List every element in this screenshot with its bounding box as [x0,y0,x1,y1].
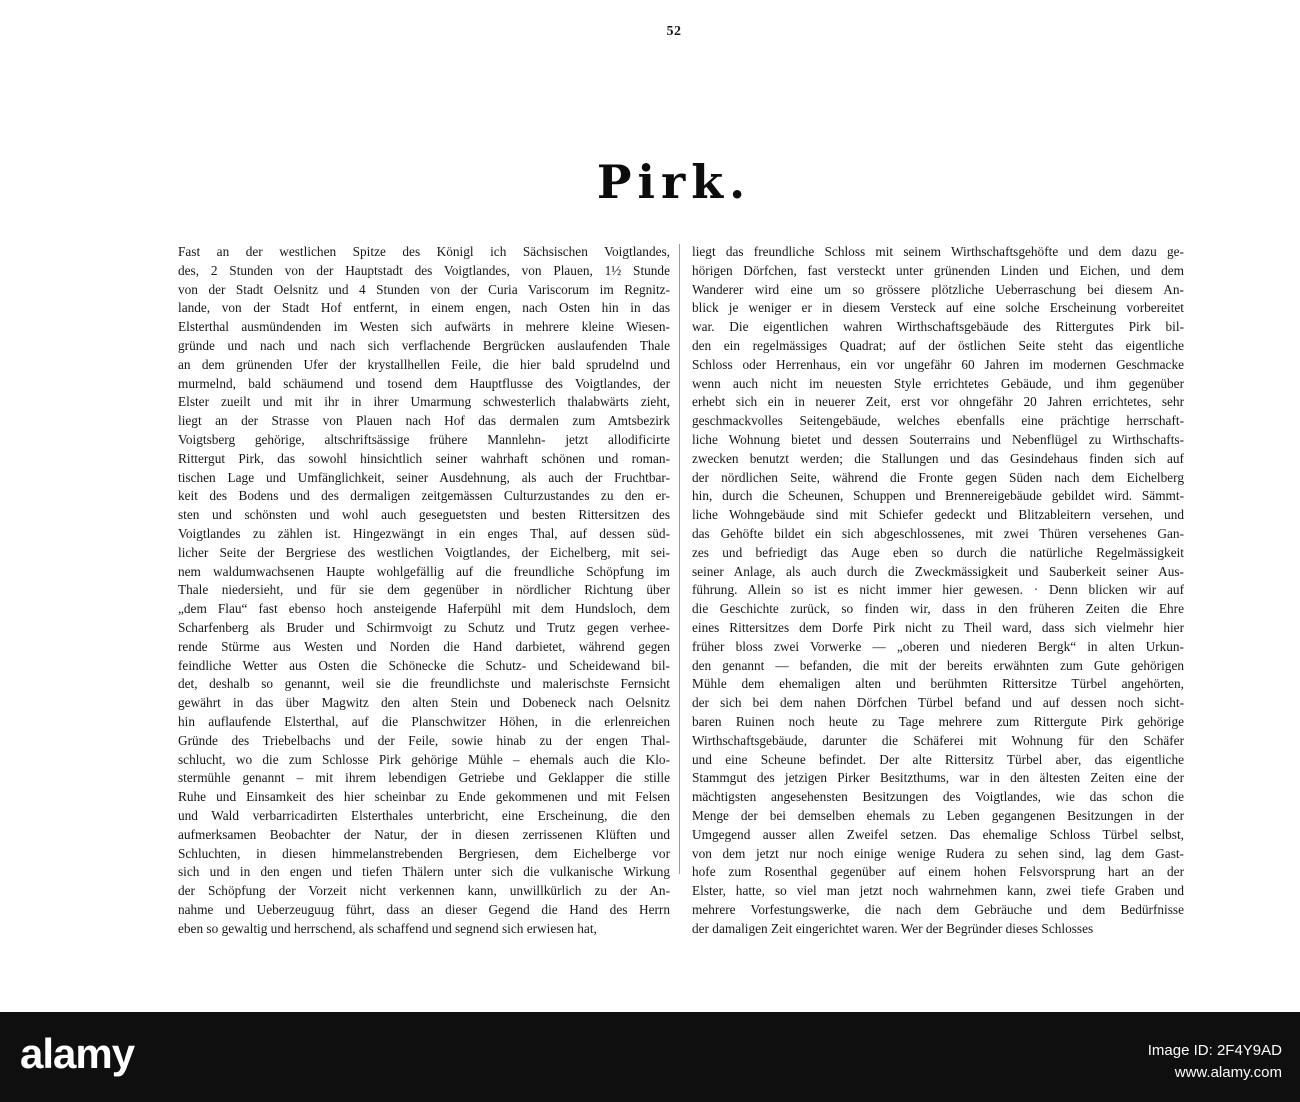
page-title: Pirk. [596,155,752,209]
left-text-column [178,243,670,938]
text-line: blick je weniger er in diesem Versteck auf eine solche Erscheinung vorbereitet [692,300,1184,316]
text-line: Ruhe und Einsamkeit des hier scheinbar zu Ende gekommenen und mit Felsen [178,789,670,805]
page-number: 52 [666,24,682,39]
footer-meta [1148,1040,1282,1084]
text-line: baren Ruinen noch heute zu Tage mehrere zum Rittergute Pirk gehörige [692,713,1184,729]
text-line: rende Stürme aus Westen und Norden die Hand darbietet, während gegen [178,638,670,654]
text-line: wenn auch nicht im neuesten Style errichtetes Gebäude, und ihm gegenüber [692,375,1184,391]
text-line: Scharfenberg als Bruder und Schirmvoigt zu Schutz und Trutz gegen verhee- [178,619,670,635]
text-line: der Schöpfung der Vorzeit nicht verkennen kann, unwillkürlich zu der An- [178,883,670,899]
text-line: des, 2 Stunden von der Hauptstadt des Voigtlandes, von Plauen, 1½ Stunde [178,262,670,278]
text-line: mächtigsten angesehensten Besitzungen des Voigtlandes, wie das schon die [692,789,1184,805]
text-line: der sich bei dem nahen Dörfchen Türbel befand und auf dessen noch sicht- [692,695,1184,711]
text-line: früher bloss zwei Vorwerke — „oberen und niederen Bergk“ in alten Urkun- [692,638,1184,654]
text-line: das Gehöfte bildet ein sich abgeschlossenes, mit zwei Thüren versehenes Gan- [692,525,1184,541]
text-line: aufmerksamen Beobachter der Natur, der in diesen zerrissenen Klüften und [178,826,670,842]
text-line: Wirthschaftsgebäude, darunter die Schäferei mit Wohnung für den Schäfer [692,732,1184,748]
text-line: mehrere Vorfestungswerke, die nach dem Gebräuche und dem Bedürfnisse [692,901,1184,917]
text-line: „dem Flau“ fast ebenso hoch ansteigende Haferpühl mit dem Hundsloch, dem [178,601,670,617]
text-line: liegt an der Strasse von Plauen nach Hof das dermalen zum Amtsbezirk [178,413,670,429]
text-line: zwecken benutzt werden; die Stallungen und das Gesindehaus finden sich auf [692,450,1184,466]
text-line: sich und in den engen und tiefen Thälern unter sich die vulkanische Wirkung [178,864,670,880]
text-line: Schloss oder Herrenhaus, ein vor ungefähr 60 Jahren im modernen Geschmacke [692,356,1184,372]
text-line: nahme und Ueberzeuguug führt, dass an dieser Gegend die Hand des Herrn [178,901,670,917]
text-line: war. Die eigentlichen wahren Wirthschaftsgebäude des Rittergutes Pirk bil- [692,319,1184,335]
text-line: Rittergut Pirk, das sowohl hinsichtlich seiner wahrhaft schönen und roman- [178,450,670,466]
text-line: nem waldumwachsenen Haupte wohlgefällig auf die freundliche Schöpfung im [178,563,670,579]
text-line: Stammgut des jetzigen Pirker Besitzthums, war in den ältesten Zeiten eine der [692,770,1184,786]
text-line: an dem grünenden Ufer der krystallhellen Feile, die hier bald sprudelnd und [178,356,670,372]
text-line: Umgegend ausser allen Zweifel setzen. Das ehemalige Schloss Türbel selbst, [692,826,1184,842]
text-line: hin auflaufende Elsterthal, auf die Planschwitzer Höhen, in die erlenreichen [178,713,670,729]
text-line: den ein regelmässiges Quadrat; auf der östlichen Seite steht das eigentliche [692,337,1184,353]
text-line: Menge der bei demselben ehemals zu Leben gegangenen Besitzungen in der [692,807,1184,823]
text-line: hörigen Dörfchen, fast versteckt unter grünenden Linden und Eichen, und dem [692,262,1184,278]
text-line: licher Seite der Bergriese des westlichen Voigtlandes, der Eichelberg, mit sei- [178,544,670,560]
text-line: Mühle dem ehemaligen alten und berühmten Rittersitze Türbel angehörten, [692,676,1184,692]
text-line: hofe zum Rosenthal gegenüber auf einem hohen Felsvorsprung hart an der [692,864,1184,880]
text-line: murmelnd, bald schäumend und tosend dem Hauptflusse des Voigtlandes, der [178,375,670,391]
alamy-logo: alamy [20,1030,135,1077]
text-line: Fast an der westlichen Spitze des Königl ich Sächsischen Voigtlandes, [178,244,670,259]
right-text-column [692,243,1184,938]
text-line: eines Rittersitzes dem Dorfe Pirk nicht zu Theil ward, dass sich vielmehr hier [692,619,1184,635]
text-line: eben so gewaltig und herrschend, als schaffend und segnend sich erwiesen hat, [178,920,597,936]
image-id-label: Image ID: 2F4Y9AD [1147,1042,1282,1059]
text-line: feindliche Wetter aus Osten die Schönecke die Schutz- und Scheidewand bil- [178,657,670,673]
text-line: der nördlichen Seite, während die Fronte gegen Süden nach dem Eichelberg [692,469,1184,485]
text-line: die Geschichte zurück, so finden wir, dass in den früheren Zeiten die Ehre [692,601,1184,617]
text-line: geschmackvolles Seitengebäude, welches ebenfalls eine prächtige herrschaft- [692,413,1184,429]
text-line: hin, durch die Scheunen, Schuppen und Brennereigebäude gebildet wird. Sämmt- [692,488,1184,504]
text-line: Gründe des Triebelbachs und der Feile, sowie hinab zu der engen Thal- [178,732,670,748]
text-line: lande, von der Stadt Hof entfernt, in einem engen, nach Osten hin in das [178,300,670,316]
text-line: den genannt — befanden, die mit der bereits erwähnten zum Gute gehörigen [692,657,1184,673]
text-line: zes und befriedigt das Auge eben so durch die natürliche Regelmässigkeit [692,544,1184,560]
text-line: Voigtlandes zu zählen ist. Hingezwängt in ein enges Thal, auf dessen süd- [178,525,670,541]
site-url: www.alamy.com [1174,1064,1282,1081]
text-line: gewährt in das über Magwitz den alten Stein und Dobeneck nach Oelsnitz [178,695,670,711]
text-line: Elster, hatte, so viel man jetzt noch wahrnehmen kann, zwei tiefe Graben und [692,883,1184,899]
text-line: gründe und nach und nach sich verflachende Bergrücken auslaufenden Thale [178,337,670,353]
text-line: Elsterthal ausmündenden im Westen sich aufwärts in mehrere kleine Wiesen- [178,319,670,335]
text-line: der damaligen Zeit eingerichtet waren. Wer der Begründer dieses Schlosses [692,920,1094,936]
text-line: det, deshalb so genannt, weil sie die freundlichste und malerischste Fernsicht [178,676,670,692]
text-line: Wanderer wird eine um so grössere plötzliche Ueberraschung bei diesem An- [692,281,1184,297]
text-line: Elster zueilt und mit ihr in ihrer Umarmung schwesterlich thalabwärts zieht, [178,394,670,410]
text-line: liegt das freundliche Schloss mit seinem Wirthschaftsgehöfte und dem dazu ge- [692,244,1184,259]
text-line: keit des Bodens und des dermaligen zeitgemässen Culturzustandes zu den er- [178,488,670,504]
text-line: schlucht, wo die zum Schlosse Pirk gehörige Mühle – ehemals auch die Klo- [178,751,670,767]
text-line: seiner Anlage, als auch durch die Zweckmässigkeit und Sauberkeit seiner Aus- [692,563,1184,579]
text-line: erhebt sich ein in neuerer Zeit, erst vor ohngefähr 20 Jahren errichtetes, sehr [692,394,1184,410]
text-line: Schluchten, in diesen himmelanstrebenden Bergriesen, dem Eichelberge vor [178,845,670,861]
text-line: liche Wohnung bietet und dessen Souterrains und Nebenflügel zu Wirthschafts- [692,431,1184,447]
text-line: und eine Scheune befindet. Der alte Rittersitz Türbel aber, das eigentliche [692,751,1184,767]
text-line: liche Wohngebäude sind mit Schiefer gedeckt und Blitzableitern versehen, und [692,507,1184,523]
text-line: Thale niedersieht, und für sie dem gegenüber in nördlicher Richtung über [178,582,670,598]
text-line: tischen Lage und Umfänglichkeit, seiner Ausdehnung, als auch der Fruchtbar- [178,469,670,485]
column-divider [679,244,680,874]
text-line: stermühle genannt – mit ihrem lebendigen Getriebe und Geklapper die stille [178,770,670,786]
text-line: führung. Allein so ist es nicht immer hier gewesen. · Denn blicken wir auf [692,582,1184,598]
text-line: sten und schönsten und wohl auch geseguetsten und besten Rittersitzen des [178,507,670,523]
text-line: und Wald verbarricadirten Elsterthales unterbricht, eine Erscheinung, die den [178,807,670,823]
text-line: Voigtsberg gehörige, altschriftsässige frühere Mannlehn- jetzt allodificirte [178,431,670,447]
text-line: von der Stadt Oelsnitz und 4 Stunden von der Curia Variscorum im Regnitz- [178,281,670,297]
watermark-footer [0,1012,1300,1102]
text-line: von dem jetzt nur noch einige wenige Rudera zu sehen sind, lag dem Gast- [692,845,1184,861]
